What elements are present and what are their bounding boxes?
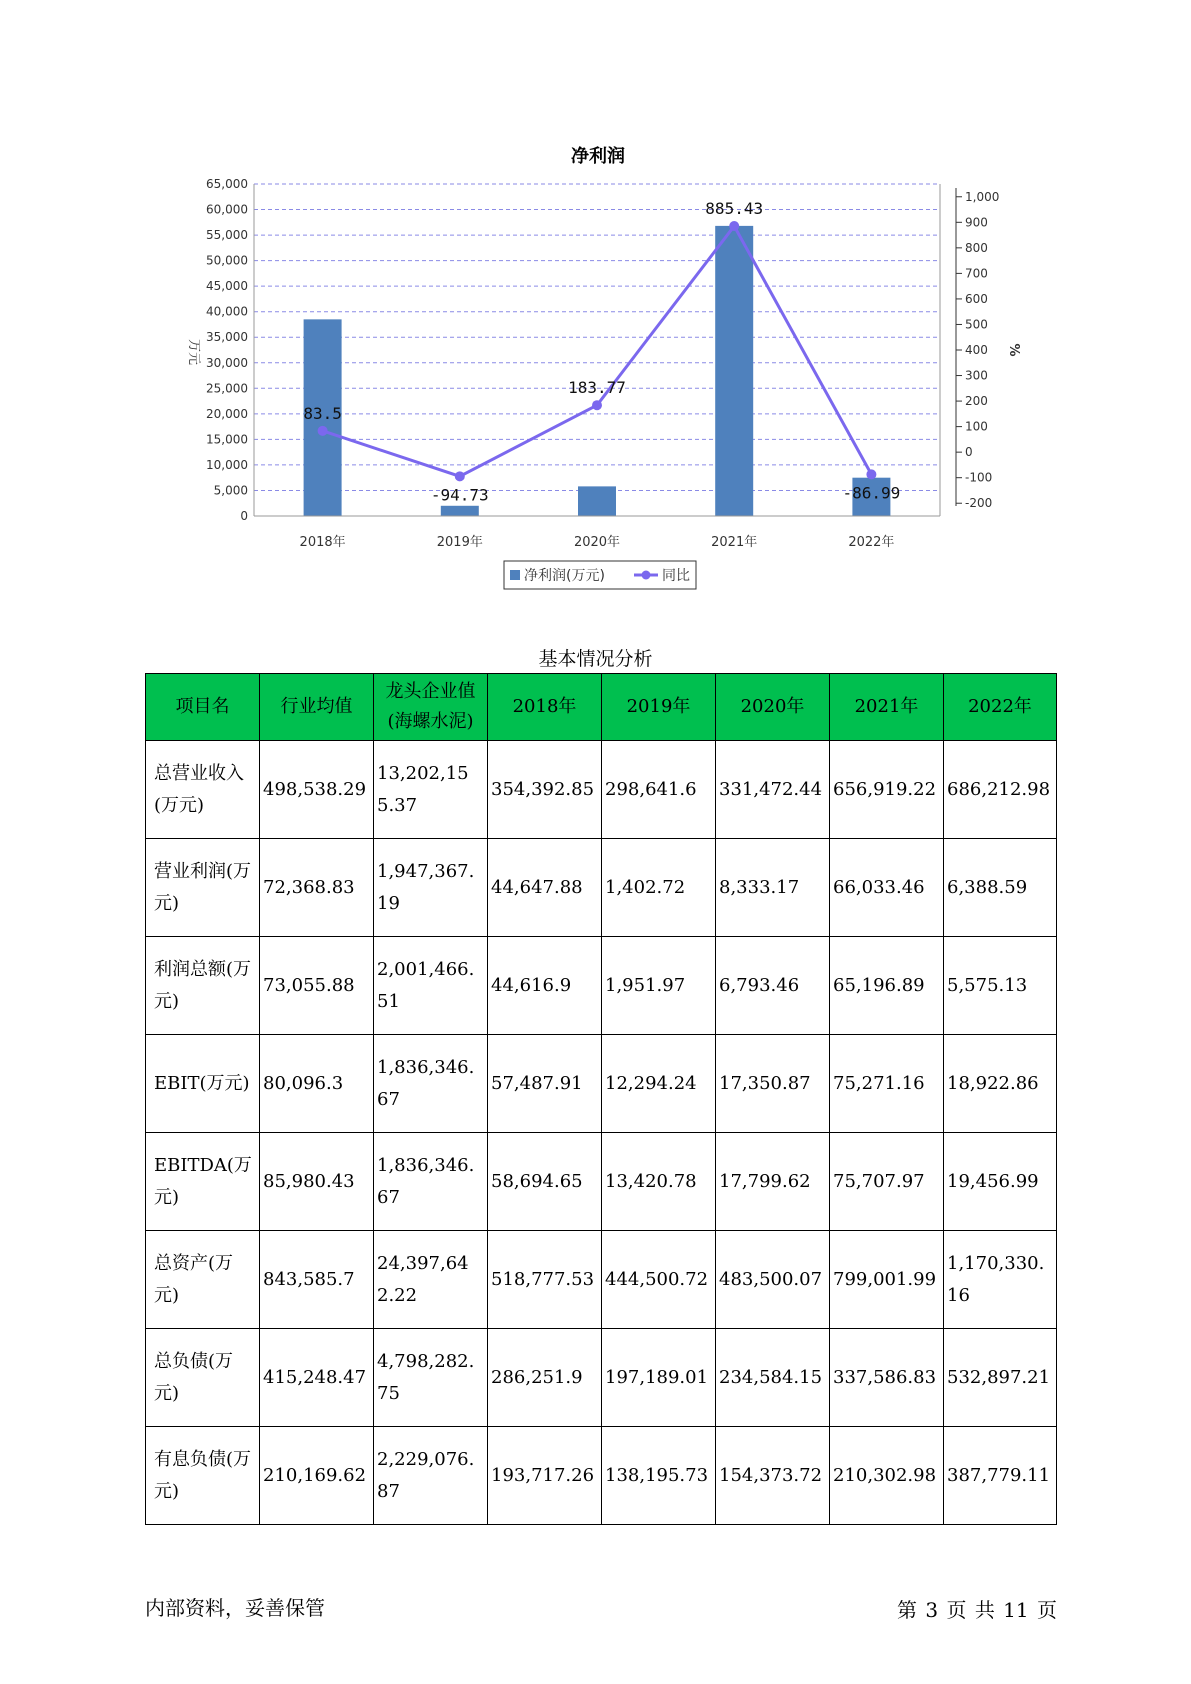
table-cell: 843,585.7 — [260, 1231, 374, 1329]
chart-svg — [0, 0, 1191, 600]
table-cell: 799,001.99 — [830, 1231, 944, 1329]
header-cell: 行业均值 — [260, 674, 374, 741]
chart-title: 净利润 — [571, 146, 625, 167]
table-row — [146, 839, 1057, 937]
table-cell: 18,922.86 — [944, 1035, 1057, 1133]
bar — [715, 226, 753, 516]
table-cell: 75,707.97 — [830, 1133, 944, 1231]
table-row — [146, 937, 1057, 1035]
header-cell: 2020年 — [716, 674, 830, 741]
table-cell: 532,897.21 — [944, 1329, 1057, 1427]
table-cell: 5,575.13 — [944, 937, 1057, 1035]
table-cell: 57,487.91 — [488, 1035, 602, 1133]
table-cell: 197,189.01 — [602, 1329, 716, 1427]
legend-line-label: 同比 — [662, 568, 690, 584]
table-cell: 498,538.29 — [260, 741, 374, 839]
y-left-tick-label: 25,000 — [206, 381, 248, 396]
table-header-row — [146, 674, 1057, 741]
table-cell: 44,647.88 — [488, 839, 602, 937]
y-left-tick-label: 5,000 — [213, 483, 248, 498]
x-tick-label: 2020年 — [573, 535, 621, 550]
y-left-tick-label: 40,000 — [206, 304, 248, 319]
y-left-tick-label: 45,000 — [206, 279, 248, 294]
y-left-tick-label: 60,000 — [206, 202, 248, 217]
header-cell: 2018年 — [488, 674, 602, 741]
bar — [578, 486, 616, 516]
table-cell: 387,779.11 — [944, 1427, 1057, 1525]
table-cell: 483,500.07 — [716, 1231, 830, 1329]
table-row — [146, 741, 1057, 839]
table-cell: 12,294.24 — [602, 1035, 716, 1133]
table-cell: 4,798,282.75 — [374, 1329, 488, 1427]
table-cell: 85,980.43 — [260, 1133, 374, 1231]
y-left-tick-label: 35,000 — [206, 330, 248, 345]
y-right-tick-label: 500 — [965, 317, 988, 332]
table-cell: 298,641.6 — [602, 741, 716, 839]
table-cell: 44,616.9 — [488, 937, 602, 1035]
y-left-tick-label: 0 — [240, 509, 248, 523]
net-profit-chart — [0, 0, 1191, 600]
yoy-point — [866, 469, 876, 479]
table-row — [146, 1329, 1057, 1427]
x-tick-label: 2022年 — [848, 535, 895, 550]
table-cell: 331,472.44 — [716, 741, 830, 839]
legend-bar-label: 净利润(万元) — [524, 568, 605, 584]
table-cell: 24,397,642.22 — [374, 1231, 488, 1329]
table-cell: 1,836,346.67 — [374, 1035, 488, 1133]
table-cell: 1,170,330.16 — [944, 1231, 1057, 1329]
x-tick-label: 2019年 — [436, 535, 483, 550]
y-right-tick-label: -100 — [965, 470, 993, 485]
table-cell: 73,055.88 — [260, 937, 374, 1035]
table-cell: 65,196.89 — [830, 937, 944, 1035]
header-cell: 龙头企业值(海螺水泥) — [374, 674, 488, 741]
table-cell: 66,033.46 — [830, 839, 944, 937]
table-cell: 154,373.72 — [716, 1427, 830, 1525]
y-right-tick-label: 300 — [965, 368, 988, 383]
table-cell: 72,368.83 — [260, 839, 374, 937]
table-cell: 1,947,367.19 — [374, 839, 488, 937]
table-cell: 17,350.87 — [716, 1035, 830, 1133]
table-cell: 2,229,076.87 — [374, 1427, 488, 1525]
y-right-tick-label: 0 — [965, 445, 973, 460]
table-cell: 337,586.83 — [830, 1329, 944, 1427]
table-cell: 686,212.98 — [944, 741, 1057, 839]
table-cell: 444,500.72 — [602, 1231, 716, 1329]
table-cell: 656,919.22 — [830, 741, 944, 839]
y-right-tick-label: 100 — [965, 419, 988, 434]
yoy-data-label: -94.73 — [430, 485, 489, 505]
table-row — [146, 1231, 1057, 1329]
table-title: 基本情况分析 — [538, 648, 653, 670]
table-cell: 138,195.73 — [602, 1427, 716, 1525]
table-cell: 13,202,155.37 — [374, 741, 488, 839]
y-right-tick-label: 200 — [965, 394, 988, 409]
y-right-tick-label: 700 — [965, 266, 988, 281]
row-label: 总负债(万元) — [146, 1329, 260, 1427]
yoy-point — [455, 471, 465, 481]
y-left-tick-label: 55,000 — [206, 228, 248, 243]
table-cell: 6,388.59 — [944, 839, 1057, 937]
table-row — [146, 1035, 1057, 1133]
basic-analysis-table — [145, 673, 1057, 1525]
y-left-tick-label: 20,000 — [206, 406, 248, 421]
y-left-tick-label: 15,000 — [206, 432, 248, 447]
yoy-point — [729, 221, 739, 231]
row-label: 营业利润(万元) — [146, 839, 260, 937]
yoy-data-label: -86.99 — [842, 483, 901, 503]
table-cell: 210,169.62 — [260, 1427, 374, 1525]
row-label: 利润总额(万元) — [146, 937, 260, 1035]
table-cell: 415,248.47 — [260, 1329, 374, 1427]
table-cell: 13,420.78 — [602, 1133, 716, 1231]
row-label: EBIT(万元) — [146, 1035, 260, 1133]
y-right-tick-label: 1,000 — [965, 189, 1000, 204]
yoy-data-label: 885.43 — [705, 199, 764, 219]
row-label: 总资产(万元) — [146, 1231, 260, 1329]
table-cell: 75,271.16 — [830, 1035, 944, 1133]
table-cell: 286,251.9 — [488, 1329, 602, 1427]
yoy-series-line — [323, 226, 872, 476]
table-cell: 6,793.46 — [716, 937, 830, 1035]
row-label: 有息负债(万元) — [146, 1427, 260, 1525]
y-right-tick-label: 600 — [965, 291, 988, 306]
header-cell: 项目名 — [146, 674, 260, 741]
table-row — [146, 1133, 1057, 1231]
y-right-tick-label: 900 — [965, 215, 988, 230]
y-left-tick-label: 65,000 — [206, 177, 248, 191]
header-cell: 2022年 — [944, 674, 1057, 741]
table-cell: 234,584.15 — [716, 1329, 830, 1427]
x-tick-label: 2021年 — [711, 535, 758, 550]
legend-bar-swatch — [510, 570, 520, 580]
yoy-data-label: 83.5 — [303, 403, 342, 423]
footer-page-number: 第 3 页 共 11 页 — [897, 1598, 1057, 1622]
yoy-point — [318, 426, 328, 436]
table-cell: 1,951.97 — [602, 937, 716, 1035]
table-cell: 210,302.98 — [830, 1427, 944, 1525]
table-cell: 518,777.53 — [488, 1231, 602, 1329]
table-cell: 1,402.72 — [602, 839, 716, 937]
table-cell: 17,799.62 — [716, 1133, 830, 1231]
y-right-tick-label: -200 — [965, 496, 993, 511]
table-row — [146, 1427, 1057, 1525]
y-left-axis-label: 万元 — [186, 338, 201, 366]
table-cell: 80,096.3 — [260, 1035, 374, 1133]
bar — [441, 506, 479, 516]
y-left-tick-label: 50,000 — [206, 253, 248, 268]
row-label: 总营业收入(万元) — [146, 741, 260, 839]
y-left-tick-label: 10,000 — [206, 457, 248, 472]
table-cell: 19,456.99 — [944, 1133, 1057, 1231]
y-left-tick-label: 30,000 — [206, 355, 248, 370]
table-cell: 8,333.17 — [716, 839, 830, 937]
table-cell: 354,392.85 — [488, 741, 602, 839]
y-right-tick-label: 800 — [965, 240, 988, 255]
table-cell: 58,694.65 — [488, 1133, 602, 1231]
yoy-data-label: 183.77 — [568, 378, 626, 398]
table-cell: 2,001,466.51 — [374, 937, 488, 1035]
row-label: EBITDA(万元) — [146, 1133, 260, 1231]
header-cell: 2021年 — [830, 674, 944, 741]
table-cell: 1,836,346.67 — [374, 1133, 488, 1231]
footer-confidential-note: 内部资料，妥善保管 — [145, 1596, 325, 1620]
table-cell: 193,717.26 — [488, 1427, 602, 1525]
legend-line-marker — [642, 571, 651, 580]
y-right-tick-label: 400 — [965, 343, 988, 357]
yoy-point — [592, 400, 602, 410]
x-tick-label: 2018年 — [299, 535, 346, 550]
header-cell: 2019年 — [602, 674, 716, 741]
y-right-axis-label: % — [1006, 343, 1021, 357]
